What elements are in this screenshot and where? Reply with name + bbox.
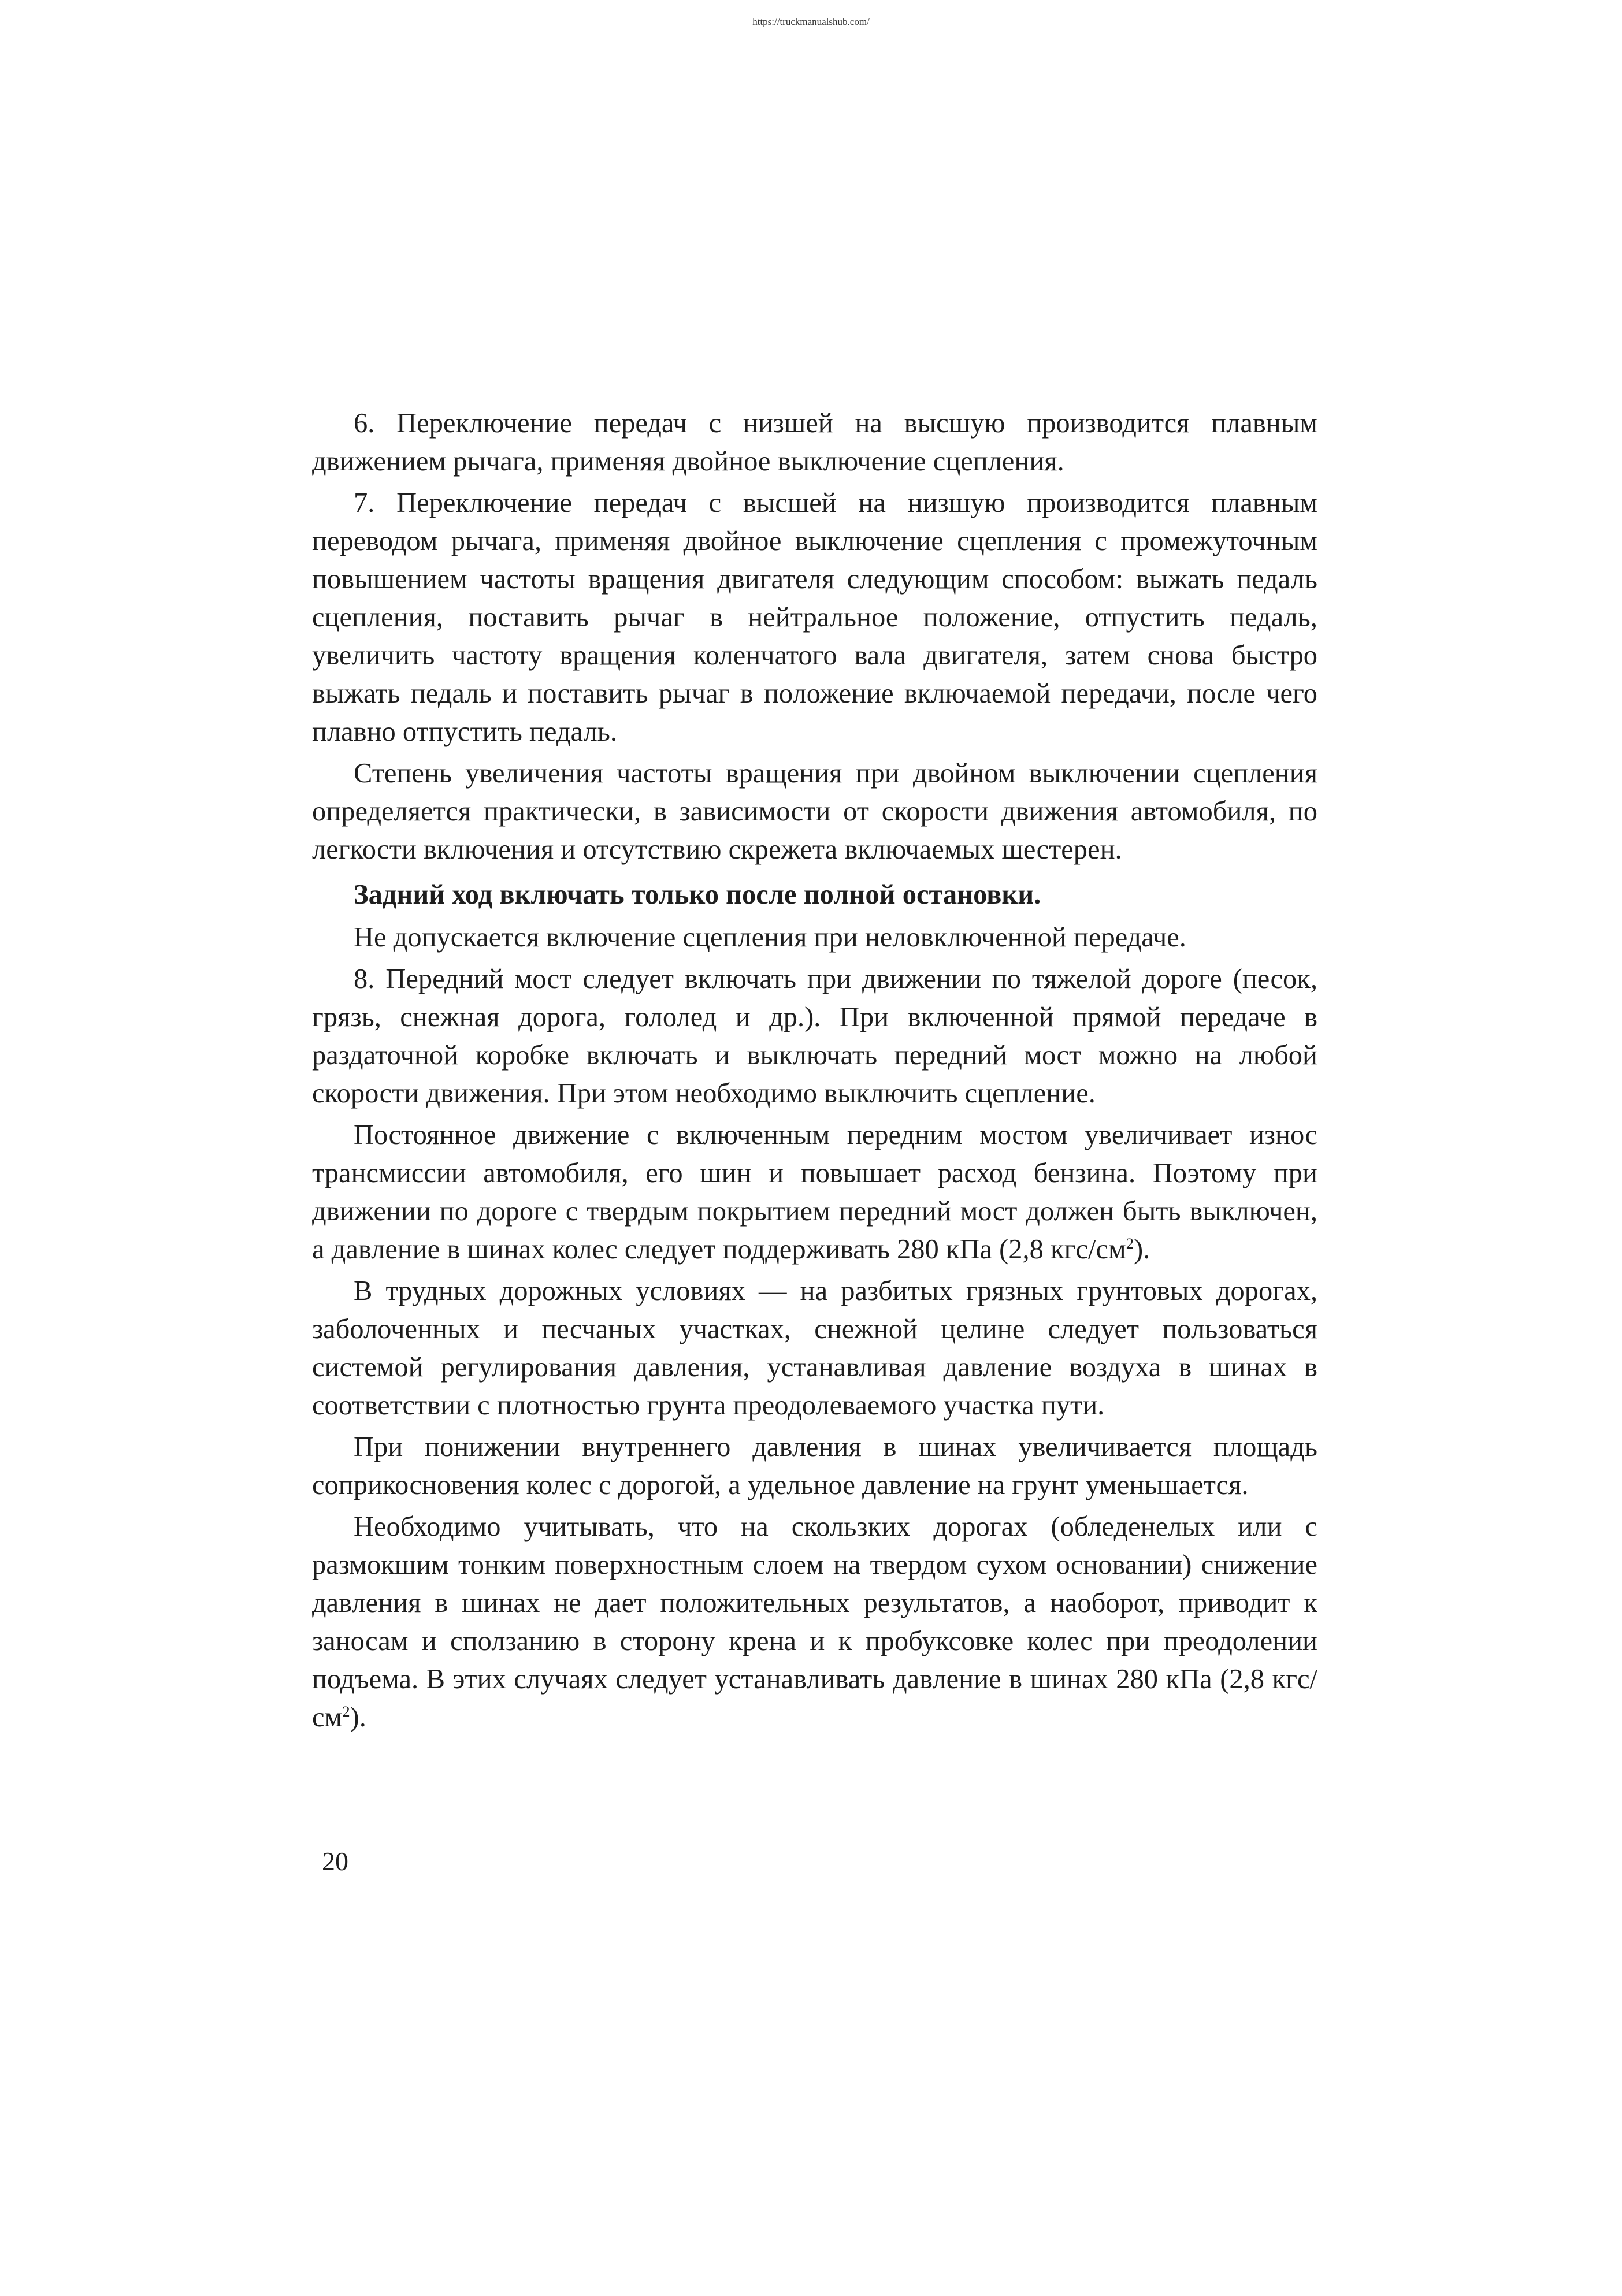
paragraph-slippery-roads: Необходимо учитывать, что на скользких дорогах (обледенелых или с размокшим тонким поверхностным слоем на твердом сухом основании) снижение давления в шинах не дает положительных результатов, а наоборот, приводит к заносам и сползанию в сторону крена и к пробуксовке колес при преодолении подъема. В этих случаях следует устанавливать давление в шинах 280 кПа (2,8 кгс/$см^2$). xyxy=(312,1511,1317,1733)
superscript: 2 xyxy=(1126,1234,1134,1252)
page-body xyxy=(312,404,1317,1737)
paragraph-low-pressure: При понижении внутреннего давления в шинах увеличивается площадь соприкосновения колес с дорогой, а удельное давление на грунт уменьшается. xyxy=(312,1432,1317,1500)
reverse-gear-warning: Задний ход включать только после полной остановки. xyxy=(354,879,1041,910)
paragraph-front-axle-wear: Постоянное движение с включенным передним мостом увеличивает износ трансмиссии автомобиля, его шин и повышает расход бензина. Поэтому при движении по дороге с твердым покрытием передний мост должен быть выключен, а давление в шинах колес следует поддерживать 280 кПа (2,8 кгс/$см^2$). xyxy=(312,1120,1317,1265)
closing-paren: ). xyxy=(350,1702,366,1733)
closing-paren: ). xyxy=(1134,1234,1150,1265)
paragraph-item-6: 6. Переключение передач с низшей на высшую производится плавным движением рычага, применяя двойное выключение сцепления. xyxy=(312,408,1317,477)
page-number: 20 xyxy=(322,1847,348,1876)
paragraph-item-7: 7. Переключение передач с высшей на низшую производится плавным переводом рычага, применяя двойное выключение сцепления с промежуточным повышением частоты вращения двигателя следующим способом: выжать педаль сцепления, поставить рычаг в нейтральное положение, отпустить педаль, увеличить частоту вращения коленчатого вала двигателя, затем снова быстро выжать педаль и поставить рычаг в положение включаемой передачи, после чего плавно отпустить педаль. xyxy=(312,488,1317,747)
paragraph-difficult-roads: В трудных дорожных условиях — на разбитых грязных грунтовых дорогах, заболоченных и песчаных участках, снежной целине следует пользоваться системой регулирования давления, устанавливая давление воздуха в шинах в соответствии с плотностью грунта преодолеваемого участка пути. xyxy=(312,1276,1317,1421)
paragraph-double-clutch: Степень увеличения частоты вращения при двойном выключении сцепления определяется практически, в зависимости от скорости движения автомобиля, по легкости включения и отсутствию скрежета включаемых шестерен. xyxy=(312,758,1317,865)
paragraph-item-8: 8. Передний мост следует включать при движении по тяжелой дороге (песок, грязь, снежная дорога, гололед и др.). При включенной прямой передаче в раздаточной коробке включать и выключать передний мост можно на любой скорости движения. При этом необходимо выключить сцепление. xyxy=(312,964,1317,1109)
superscript: 2 xyxy=(342,1702,350,1720)
source-url: https://truckmanualshub.com/ xyxy=(752,16,870,27)
paragraph-clutch-warning: Не допускается включение сцепления при неловключенной передаче. xyxy=(354,922,1186,953)
